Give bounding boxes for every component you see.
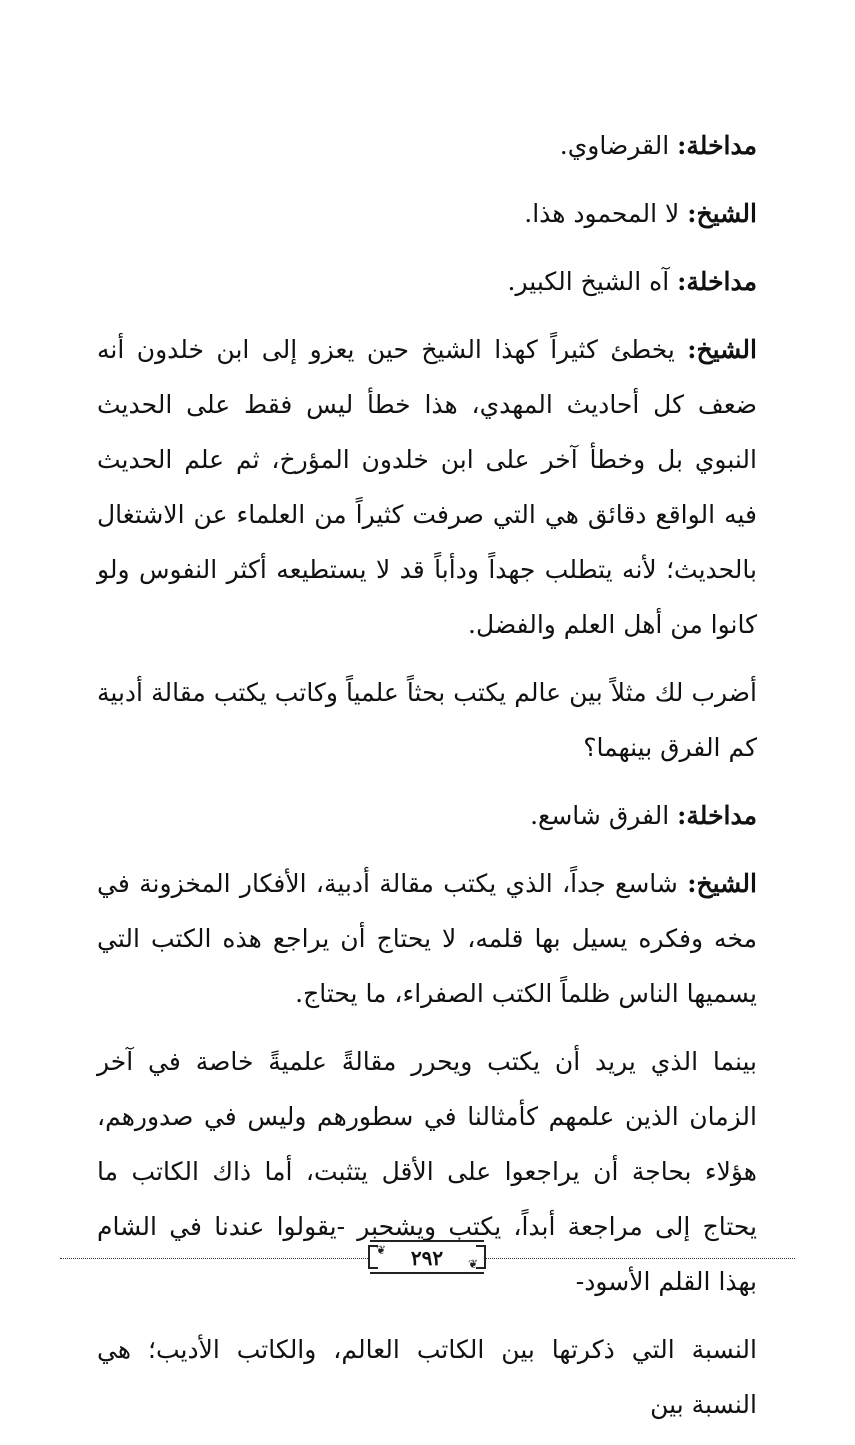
- paragraph-text: بينما الذي يريد أن يكتب ويحرر مقالةً علميةً خاصة في آخر الزمان الذين علمهم كأمثالنا في سطورهم وليس في صدورهم، هؤلاء بحاجة أن يراجعوا على الأقل يتثبت، أما ذاك الكاتب ما يحتاج إلى مراجعة أبداً، يكتب ويشحبر -يقولوا عندنا في الشام بهذا القلم الأسود-: [97, 1047, 757, 1296]
- paragraph-text: يخطئ كثيراً كهذا الشيخ حين يعزو إلى ابن خلدون أنه ضعف كل أحاديث المهدي، هذا خطأ ليس فقط على الحديث النبوي بل وخطأ آخر على ابن خلدون المؤرخ، ثم علم الحديث فيه الواقع دقائق هي التي صرفت كثيراً من العلماء عن الاشتغال بالحديث؛ لأنه يتطلب جهداً ودأباً قد لا يستطيعه أكثر النفوس ولو كانوا من أهل العلم والفضل.: [97, 335, 757, 639]
- paragraph-text: النسبة التي ذكرتها بين الكاتب العالم، والكاتب الأديب؛ هي النسبة بين: [97, 1335, 757, 1419]
- paragraph-text: لا المحمود هذا.: [524, 199, 688, 228]
- paragraph: [97, 1322, 757, 1432]
- paragraph: [97, 118, 757, 173]
- paragraph: [97, 186, 757, 241]
- footer-dotted-rule: [485, 1258, 795, 1259]
- paragraph: [97, 788, 757, 843]
- speaker-label: مداخلة:: [677, 267, 757, 296]
- paragraph-text: الفرق شاسع.: [530, 801, 678, 830]
- speaker-label: الشيخ:: [687, 869, 757, 898]
- ornament-icon: ❦: [467, 1257, 478, 1271]
- ornament-icon: ❦: [376, 1243, 387, 1257]
- paragraph: [97, 856, 757, 1021]
- paragraph-text: القرضاوي.: [559, 131, 678, 160]
- paragraph-text: آه الشيخ الكبير.: [507, 267, 678, 296]
- paragraph: [97, 665, 757, 775]
- page-footer: [60, 1238, 795, 1278]
- page-number-frame: [370, 1240, 484, 1274]
- paragraph-text: أضرب لك مثلاً بين عالم يكتب بحثاً علمياً وكاتب يكتب مقالة أدبية كم الفرق بينهما؟: [97, 678, 757, 762]
- paragraph-text: شاسع جداً، الذي يكتب مقالة أدبية، الأفكار المخزونة في مخه وفكره يسيل بها قلمه، لا يحتاج أن يراجع هذه الكتب التي يسميها الناس ظلماً الكتب الصفراء، ما يحتاج.: [97, 869, 757, 1008]
- paragraph: [97, 254, 757, 309]
- speaker-label: مداخلة:: [677, 801, 757, 830]
- speaker-label: مداخلة:: [677, 131, 757, 160]
- speaker-label: الشيخ:: [687, 335, 757, 364]
- speaker-label: الشيخ:: [687, 199, 757, 228]
- paragraph: [97, 322, 757, 652]
- footer-dotted-rule: [60, 1258, 370, 1259]
- page-number: ٢٩٢: [410, 1246, 444, 1270]
